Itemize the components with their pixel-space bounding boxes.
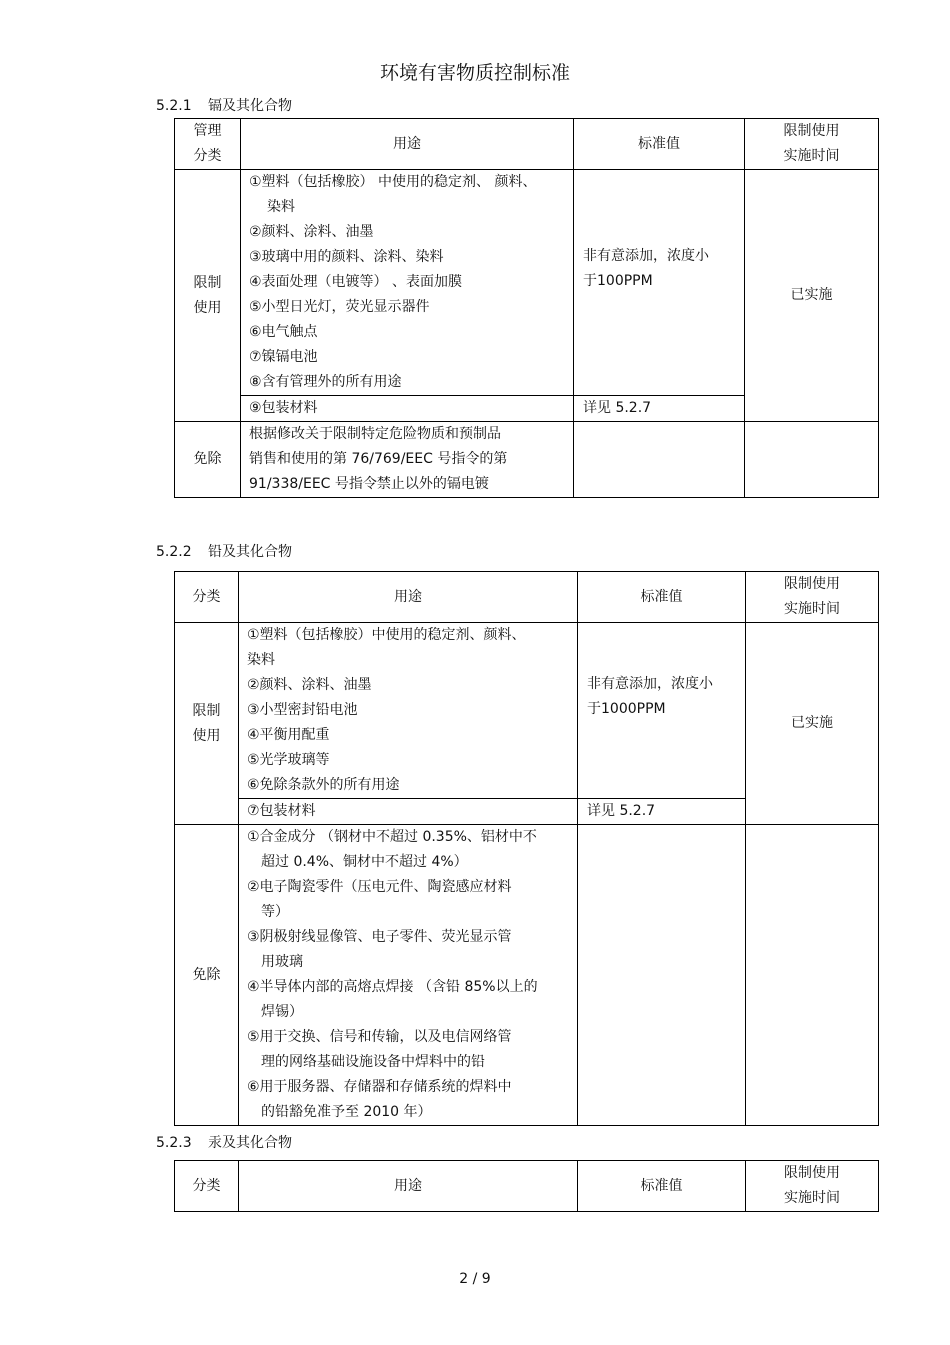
header-standard: 标准值 [578,572,746,623]
exempt-time-empty [745,422,879,498]
exempt-standard-empty [578,825,746,1126]
category-exempt: 免除 [175,825,239,1126]
table-header-row [175,119,879,170]
header-time: 限制使用 实施时间 [746,1161,879,1212]
page-number: 2 / 9 [459,1271,491,1287]
table-row [175,170,879,396]
section-name: 铅及其化合物 [208,544,292,560]
implementation-time: 已实施 [745,170,879,422]
exempt-standard-empty [574,422,745,498]
section-number: 5.2.1 [156,98,192,114]
table-row [175,623,879,799]
packaging-standard: 详见 5.2.7 [578,799,746,825]
section-name: 镉及其化合物 [208,98,292,114]
header-category: 分类 [175,572,239,623]
standard-value: 非有意添加，浓度小 于100PPM [574,170,745,396]
section-heading-5-2-2 [156,541,292,561]
header-standard: 标准值 [574,119,745,170]
uses-list: ①塑料（包括橡胶）中使用的稳定剂、颜料、 染料 ②颜料、涂料、油墨 ③小型密封铅电池 ④平衡用配重 ⑤光学玻璃等 ⑥免除条款外的所有用途 [239,623,578,799]
header-standard: 标准值 [578,1161,746,1212]
table-row [175,825,879,1126]
table-header-row [175,1161,879,1212]
packaging-use: ⑨包装材料 [241,396,574,422]
exempt-time-empty [746,825,879,1126]
cadmium-table [174,118,879,498]
table-row [175,422,879,498]
category-restricted: 限制 使用 [175,170,241,422]
table-header-row [175,572,879,623]
category-exempt: 免除 [175,422,241,498]
packaging-use: ⑦包装材料 [239,799,578,825]
section-number: 5.2.3 [156,1135,192,1151]
header-use: 用途 [239,572,578,623]
standard-value: 非有意添加，浓度小 于1000PPM [578,623,746,799]
implementation-time: 已实施 [746,623,879,825]
header-use: 用途 [241,119,574,170]
section-heading-5-2-1 [156,95,292,115]
document-title: 环境有害物质控制标准 [379,62,570,84]
lead-table [174,571,879,1126]
category-restricted: 限制 使用 [175,623,239,825]
uses-list: ①塑料（包括橡胶） 中使用的稳定剂、 颜料、 染料 ②颜料、涂料、油墨 ③玻璃中用的颜料、涂料、染料 ④表面处理（电镀等） 、表面加膜 ⑤小型日光灯，荧光显示器件 ⑥电气触点 ⑦镍镉电池 ⑧含有管理外的所有用途 [241,170,574,396]
header-use: 用途 [239,1161,578,1212]
section-heading-5-2-3 [156,1132,292,1152]
exempt-list: ①合金成分 （钢材中不超过 0.35%、铝材中不 超过 0.4%、铜材中不超过 4%） ②电子陶瓷零件（压电元件、陶瓷感应材料 等） ③阴极射线显像管、电子零件、荧光显示管 用玻璃 ④半导体内部的高熔点焊接 （含铅 85%以上的 焊锡） ⑤用于交换、信号和传输，以及电信网络管 理的网络基础设施设备中焊料中的铅 ⑥用于服务器、存储器和存储系统的焊料中 的铅豁免准予至 2010 年） [239,825,578,1126]
header-time: 限制使用 实施时间 [746,572,879,623]
packaging-standard: 详见 5.2.7 [574,396,745,422]
header-category: 管理 分类 [175,119,241,170]
section-number: 5.2.2 [156,544,192,560]
section-name: 汞及其化合物 [208,1135,292,1151]
mercury-table [174,1160,879,1212]
exempt-text: 根据修改关于限制特定危险物质和预制品 销售和使用的第 76/769/EEC 号指令的第 91/338/EEC 号指令禁止以外的镉电镀 [241,422,574,498]
header-time: 限制使用 实施时间 [745,119,879,170]
header-category: 分类 [175,1161,239,1212]
